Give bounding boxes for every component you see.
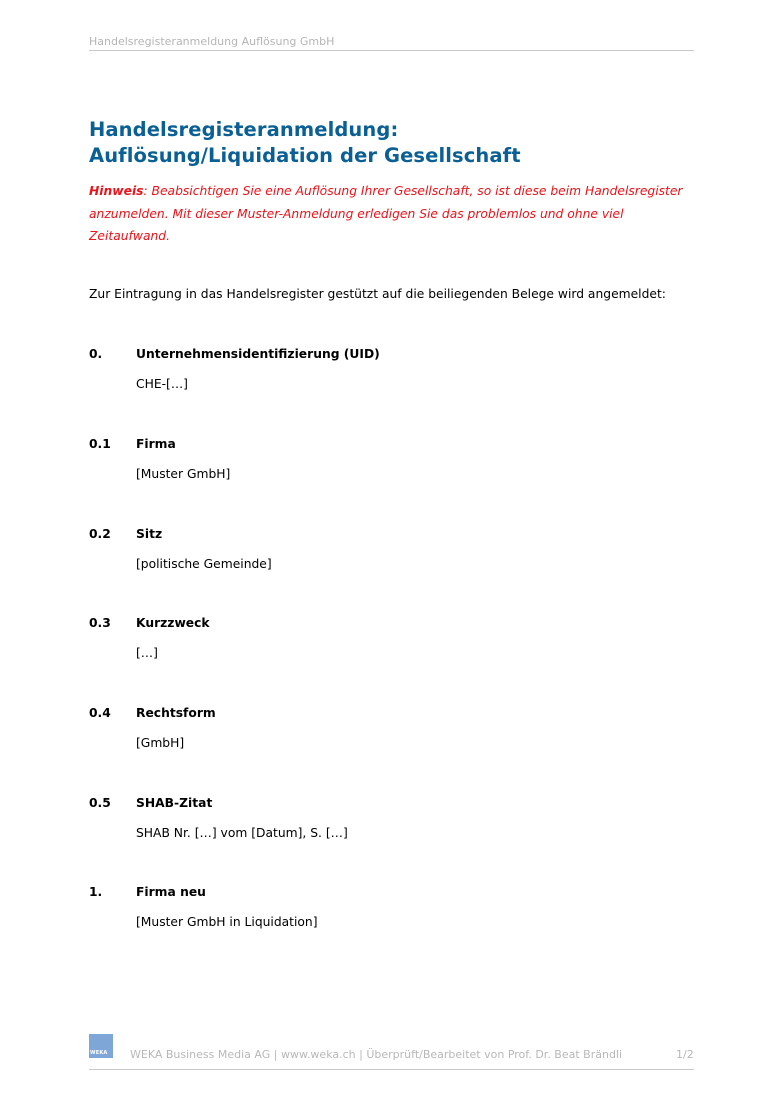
title-line-1: Handelsregisteranmeldung: (89, 118, 399, 141)
section-title: Firma neu (136, 885, 206, 899)
section-number: 0.3 (89, 616, 111, 630)
hint-text: : Beabsichtigen Sie eine Auflösung Ihrer Gesellschaft, so ist diese beim Handelsregister anzumelden. Mit dieser Muster-Anmeldung erledigen Sie das problemlos und ohne viel Zeitaufwand. (89, 184, 683, 243)
footer-divider (89, 1069, 694, 1070)
document-title (89, 117, 521, 169)
section-value: CHE-[…] (136, 377, 188, 391)
section-title: Firma (136, 437, 176, 451)
logo-text: WEKA (90, 1050, 108, 1056)
section-value: [politische Gemeinde] (136, 557, 272, 571)
section-number: 0.1 (89, 437, 111, 451)
page-header: Handelsregisteranmeldung Auflösung GmbH (89, 35, 335, 48)
intro-text: Zur Eintragung in das Handelsregister gestützt auf die beiliegenden Belege wird angemeldet: (89, 287, 666, 301)
section-title: Unternehmensidentifizierung (UID) (136, 347, 380, 361)
section-value: […] (136, 646, 158, 660)
section-title: Rechtsform (136, 706, 216, 720)
section-number: 0.2 (89, 527, 111, 541)
section-number: 0.4 (89, 706, 111, 720)
section-number: 0. (89, 347, 103, 361)
hint-label: Hinweis (89, 184, 144, 198)
header-divider (89, 50, 694, 51)
section-number: 1. (89, 885, 103, 899)
section-value: [GmbH] (136, 736, 185, 750)
footer-text: WEKA Business Media AG | www.weka.ch | Überprüft/Bearbeitet von Prof. Dr. Beat Brändli (130, 1048, 623, 1061)
section-number: 0.5 (89, 796, 111, 810)
section-title: Sitz (136, 527, 163, 541)
section-value: [Muster GmbH in Liquidation] (136, 915, 318, 929)
hint-note (89, 180, 689, 248)
section-title: SHAB-Zitat (136, 796, 213, 810)
title-line-2: Auflösung/Liquidation der Gesellschaft (89, 144, 521, 167)
section-title: Kurzzweck (136, 616, 210, 630)
section-value: SHAB Nr. […] vom [Datum], S. […] (136, 826, 348, 840)
section-value: [Muster GmbH] (136, 467, 231, 481)
page-number: 1/2 (676, 1048, 694, 1061)
weka-logo (89, 1034, 113, 1058)
